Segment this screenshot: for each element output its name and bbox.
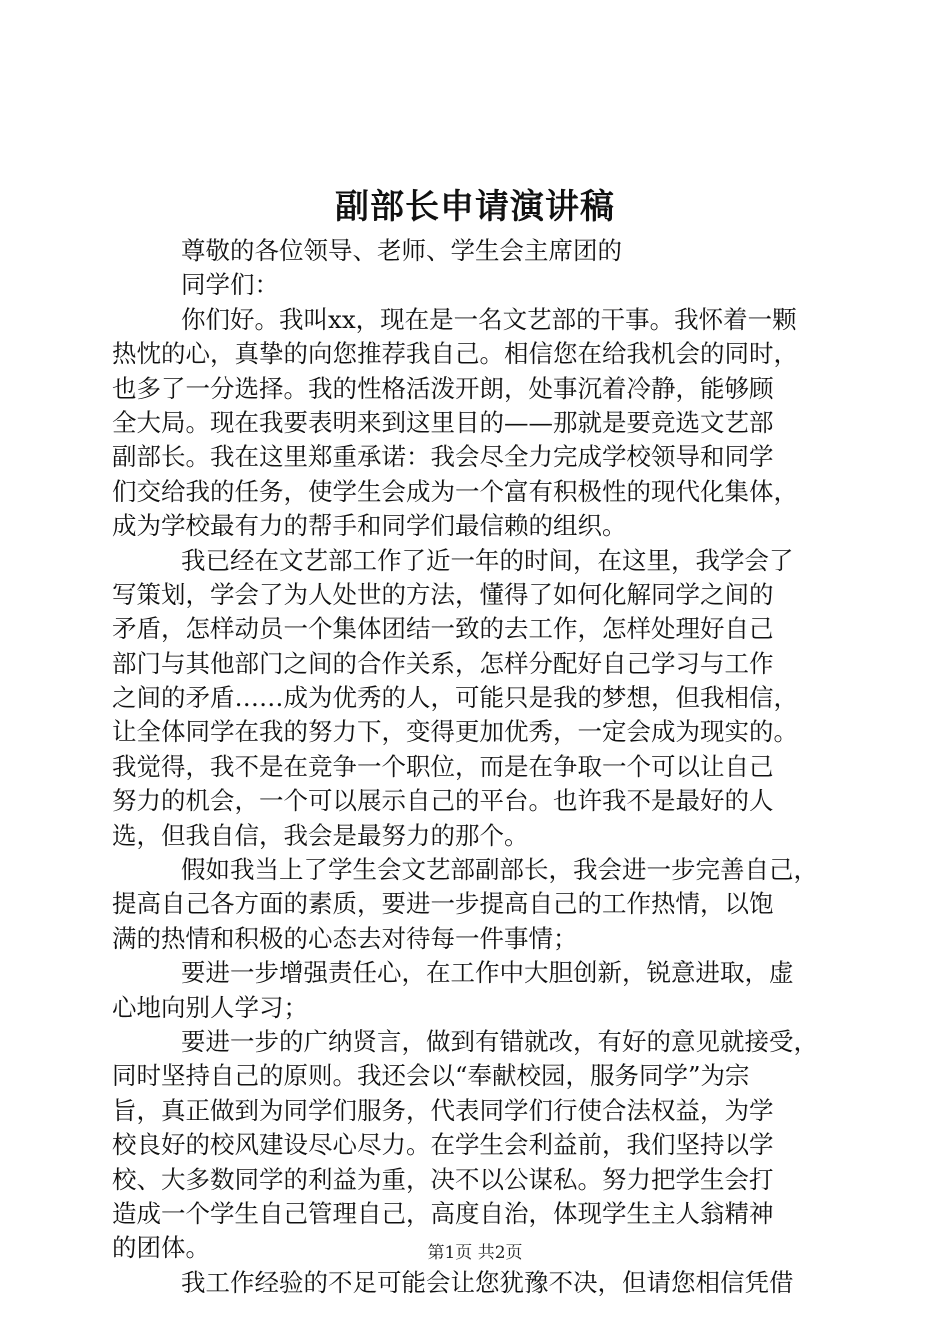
text-line: 全大局。现在我要表明来到这里目的——那就是要竞选文艺部	[112, 407, 774, 437]
text-line: 之间的矛盾……成为优秀的人，可能只是我的梦想，但我相信，	[112, 683, 798, 713]
text-line: 同时坚持自己的原则。我还会以“奉献校园，服务同学”为宗	[112, 1061, 750, 1091]
text-line: 假如我当上了学生会文艺部副部长，我会进一步完善自己，	[181, 855, 818, 885]
text-line: 心地向别人学习；	[112, 992, 308, 1022]
text-line: 我觉得，我不是在竞争一个职位，而是在争取一个可以让自己	[112, 751, 774, 781]
text-line: 让全体同学在我的努力下，变得更加优秀，一定会成为现实的。	[112, 717, 798, 747]
text-line: 提高自己各方面的素质，要进一步提高自己的工作热情，以饱	[112, 889, 774, 919]
text-line: 要进一步增强责任心，在工作中大胆创新，锐意进取，虚	[181, 958, 794, 988]
text-line: 我已经在文艺部工作了近一年的时间，在这里，我学会了	[181, 545, 794, 575]
text-line: 旨，真正做到为同学们服务，代表同学们行使合法权益，为学	[112, 1095, 774, 1125]
text-line: 部门与其他部门之间的合作关系，怎样分配好自己学习与工作	[112, 648, 774, 678]
text-line: 校、大多数同学的利益为重，决不以公谋私。努力把学生会打	[112, 1164, 774, 1194]
text-line: 副部长。我在这里郑重承诺：我会尽全力完成学校领导和同学	[112, 442, 774, 472]
text-line: 同学们：	[181, 270, 279, 300]
text-line: 造成一个学生自己管理自己，高度自治，体现学生主人翁精神	[112, 1198, 774, 1228]
text-line: 也多了一分选择。我的性格活泼开朗，处事沉着冷静，能够顾	[112, 373, 774, 403]
document-body	[112, 234, 847, 1300]
text-line: 成为学校最有力的帮手和同学们最信赖的组织。	[112, 511, 627, 541]
page-footer: 第1页 共2页	[427, 1243, 523, 1263]
text-line: 们交给我的任务，使学生会成为一个富有积极性的现代化集体，	[112, 476, 798, 506]
text-line: 矛盾，怎样动员一个集体团结一致的去工作，怎样处理好自己	[112, 614, 774, 644]
text-line: 你们好。我叫xx，现在是一名文艺部的干事。我怀着一颗	[181, 304, 797, 334]
text-line: 写策划，学会了为人处世的方法，懂得了如何化解同学之间的	[112, 579, 774, 609]
text-line: 满的热情和积极的心态去对待每一件事情；	[112, 923, 578, 953]
text-line: 尊敬的各位领导、老师、学生会主席团的	[181, 236, 622, 265]
text-line: 要进一步的广纳贤言，做到有错就改，有好的意见就接受，	[181, 1026, 818, 1056]
text-line: 我工作经验的不足可能会让您犹豫不决，但请您相信凭借	[181, 1267, 794, 1297]
text-line: 的团体。	[112, 1233, 210, 1263]
text-line: 努力的机会，一个可以展示自己的平台。也许我不是最好的人	[112, 786, 774, 816]
text-line: 热忱的心，真挚的向您推荐我自己。相信您在给我机会的同时，	[112, 339, 798, 369]
text-line: 选，但我自信，我会是最努力的那个。	[112, 820, 529, 850]
text-line: 校良好的校风建设尽心尽力。在学生会利益前，我们坚持以学	[112, 1130, 774, 1160]
document-title: 副部长申请演讲稿	[335, 187, 615, 227]
